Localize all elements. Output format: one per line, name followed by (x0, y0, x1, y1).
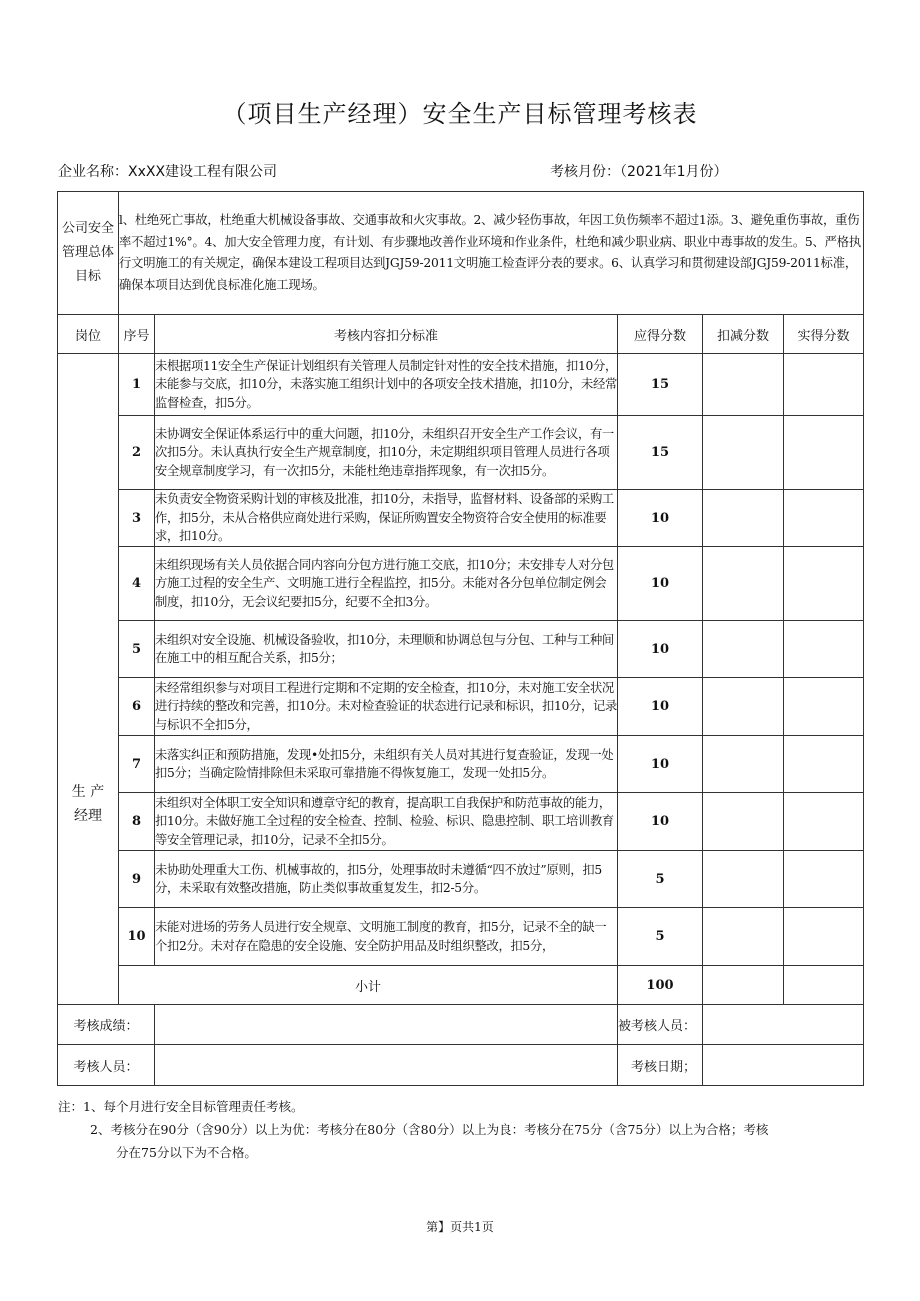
notes (58, 1095, 768, 1164)
table-row (58, 851, 864, 908)
deduct-cell[interactable] (703, 793, 784, 851)
item-number: 1 (119, 354, 155, 416)
actual-cell[interactable] (784, 621, 864, 678)
result-input[interactable] (155, 1005, 618, 1045)
actual-cell[interactable] (784, 490, 864, 547)
note-line-3: 分在75分以下为不合格。 (116, 1145, 257, 1160)
assessment-date-input[interactable] (703, 1045, 864, 1086)
item-number: 8 (119, 793, 155, 851)
item-number: 10 (119, 908, 155, 966)
assessed-person-label: 被考核人员： (618, 1005, 703, 1045)
note-line-1: 注：1、每个月进行安全目标管理责任考核。 (58, 1099, 304, 1114)
item-number: 5 (119, 621, 155, 678)
item-content: 未能对进场的劳务人员进行安全规章、文明施工制度的教育，扣5分，记录不全的缺一个扣2分。未对存在隐患的安全设施、安全防护用品及时组织整改，扣5分， (155, 908, 618, 966)
item-content: 未协调安全保证体系运行中的重大问题，扣10分，未组织召开安全生产工作会议，有一次扣5分。未认真执行安全生产规章制度，扣10分，未定期组织项目管理人员进行各项安全规章制度学习，有一次扣5分，未能杜绝违章指挥现象，有一次扣5分。 (155, 416, 618, 490)
assessment-date-label: 考核日期； (618, 1045, 703, 1086)
note-line-2: 2、考核分在90分（含90分）以上为优：考核分在80分（含80分）以上为良：考核分在75分（含75分）以上为合格；考核 (90, 1122, 769, 1137)
subtotal-deduct-cell[interactable] (703, 966, 784, 1005)
table-row (58, 736, 864, 793)
deduct-cell[interactable] (703, 490, 784, 547)
deduct-cell[interactable] (703, 678, 784, 736)
item-content: 未组织对安全设施、机械设备验收，扣10分，未理顺和协调总包与分包、工种与工种间在施工中的相互配合关系，扣5分； (155, 621, 618, 678)
actual-cell[interactable] (784, 736, 864, 793)
item-content: 未组织对全体职工安全知识和遵章守纪的教育，提高职工自我保护和防范事故的能力，扣10分。未做好施工全过程的安全检查、控制、检验、标识、隐患控制、职工培训教育等安全管理记录，扣10分，记录不全扣5分。 (155, 793, 618, 851)
table-row (58, 621, 864, 678)
deduct-cell[interactable] (703, 908, 784, 966)
header-deduct: 扣减分数 (703, 315, 784, 354)
result-row (58, 1005, 864, 1045)
page-number: 第】页共1页 (426, 1220, 494, 1234)
item-score: 15 (618, 354, 703, 416)
table-header (58, 315, 864, 354)
item-content: 未组织现场有关人员依据合同内容向分包方进行施工交底，扣10分；未安排专人对分包方施工过程的安全生产、文明施工进行全程监控，扣5分。未能对各分包单位制定例会制度，扣10分，无会议纪要扣5分，纪要不全扣3分。 (155, 547, 618, 621)
table-row (58, 908, 864, 966)
item-score: 10 (618, 678, 703, 736)
subtotal-actual-cell[interactable] (784, 966, 864, 1005)
deduct-cell[interactable] (703, 851, 784, 908)
deduct-cell[interactable] (703, 736, 784, 793)
item-score: 10 (618, 490, 703, 547)
actual-cell[interactable] (784, 354, 864, 416)
assessor-input[interactable] (155, 1045, 618, 1086)
item-score: 10 (618, 547, 703, 621)
header-score: 应得分数 (618, 315, 703, 354)
item-number: 7 (119, 736, 155, 793)
item-content: 未协助处理重大工伤、机械事故的，扣5分，处理事故时未遵循“四不放过”原则，扣5分，未采取有效整改措施，防止类似事故重复发生，扣2-5分。 (155, 851, 618, 908)
item-score: 10 (618, 736, 703, 793)
item-score: 10 (618, 793, 703, 851)
assessor-label: 考核人员： (58, 1045, 155, 1086)
item-content: 未负责安全物资采购计划的审核及批准，扣10分，未指导，监督材料、设备部的采购工作，扣5分，未从合格供应商处进行采购，保证所购置安全物资符合安全使用的标准要求，扣10分。 (155, 490, 618, 547)
company-name: 企业名称：XxXX建设工程有限公司 (58, 164, 278, 180)
subtotal-row (58, 966, 864, 1005)
subtotal-label: 小计 (119, 966, 618, 1005)
item-content: 未经常组织参与对项目工程进行定期和不定期的安全检查，扣10分，未对施工安全状况进行持续的整改和完善，扣10分。未对检查验证的状态进行记录和标识，扣10分，记录与标识不全扣5分， (155, 678, 618, 736)
assessor-row (58, 1045, 864, 1086)
item-number: 2 (119, 416, 155, 490)
assessment-month: 考核月份：（2021年1月份） (550, 164, 728, 180)
header-position: 岗位 (58, 315, 119, 354)
actual-cell[interactable] (784, 793, 864, 851)
header-actual: 实得分数 (784, 315, 864, 354)
item-content: 未根据项11安全生产保证计划组织有关管理人员制定针对性的安全技术措施，扣10分，未能参与交底，扣10分，未落实施工组织计划中的各项安全技术措施，扣10分，未经常监督检查，扣5分。 (155, 354, 618, 416)
deduct-cell[interactable] (703, 354, 784, 416)
goals-text: l、杜绝死亡事故，杜绝重大机械设备事故、交通事故和火灾事故。2、减少轻伤事故，年因工负伤频率不超过1添。3、避免重伤事故，重伤率不超过1%°。4、加大安全管理力度，有计划、有步骤地改善作业环境和作业条件，杜绝和减少职业病、职业中毒事故的发生。5、严格执行文明施工的有关规定，确保本建设工程项目达到JGJ59-2011文明施工检查评分表的要求。6、认真学习和贯彻建设部JGJ59-2011标准，确保本项目达到优良标准化施工现场。 (119, 192, 864, 315)
actual-cell[interactable] (784, 416, 864, 490)
item-content: 未落实纠正和预防措施，发现•处扣5分，未组织有关人员对其进行复查验证，发现一处扣5分；当确定险情排除但未采取可靠措施不得恢复施工，发现一处扣5分。 (155, 736, 618, 793)
goals-label: 公司安全管理总体目标 (58, 192, 119, 315)
item-number: 4 (119, 547, 155, 621)
actual-cell[interactable] (784, 547, 864, 621)
item-number: 6 (119, 678, 155, 736)
subtotal-score: 100 (618, 966, 703, 1005)
goals-row (58, 192, 864, 315)
item-score: 5 (618, 908, 703, 966)
actual-cell[interactable] (784, 908, 864, 966)
assessment-table (57, 191, 864, 1086)
item-score: 15 (618, 416, 703, 490)
actual-cell[interactable] (784, 678, 864, 736)
table-row (58, 416, 864, 490)
result-label: 考核成绩： (58, 1005, 155, 1045)
table-row (58, 678, 864, 736)
actual-cell[interactable] (784, 851, 864, 908)
header-content: 考核内容扣分标准 (155, 315, 618, 354)
item-score: 5 (618, 851, 703, 908)
page-title: （项目生产经理）安全生产目标管理考核表 (222, 100, 698, 128)
position-name: 生 产 经理 (58, 354, 119, 1005)
header-number: 序号 (119, 315, 155, 354)
deduct-cell[interactable] (703, 621, 784, 678)
table-row (58, 547, 864, 621)
deduct-cell[interactable] (703, 547, 784, 621)
table-row (58, 354, 864, 416)
deduct-cell[interactable] (703, 416, 784, 490)
assessed-person-input[interactable] (703, 1005, 864, 1045)
item-number: 9 (119, 851, 155, 908)
table-row (58, 793, 864, 851)
item-score: 10 (618, 621, 703, 678)
item-number: 3 (119, 490, 155, 547)
table-row (58, 490, 864, 547)
